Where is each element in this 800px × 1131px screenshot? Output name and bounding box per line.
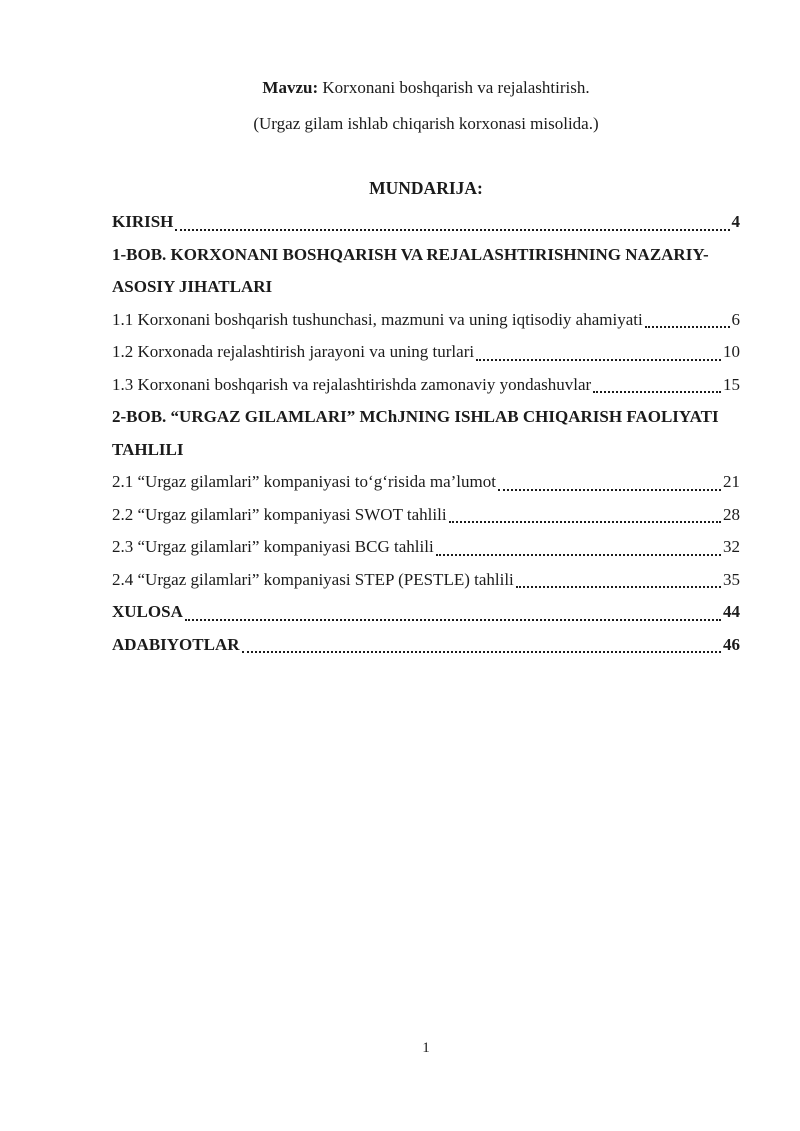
page-footer xyxy=(112,1038,740,1058)
toc-entry-label: 2.1 “Urgaz gilamlari” kompaniyasi to‘g‘risida ma’lumot xyxy=(112,472,496,491)
dotted-leader xyxy=(516,586,721,588)
toc-entry-page: 46 xyxy=(723,634,740,654)
table-of-contents xyxy=(0,206,800,661)
toc-entry-chapter-2 xyxy=(112,401,740,466)
toc-entry-1-2 xyxy=(112,336,740,369)
toc-entry-label: 2.3 “Urgaz gilamlari” kompaniyasi BCG tahlili xyxy=(112,537,434,556)
toc-entry-label: 1.3 Korxonani boshqarish va rejalashtirishda zamonaviy yondashuvlar xyxy=(112,374,592,394)
toc-entry-page: 32 xyxy=(723,537,740,556)
toc-entry-label: XULOSA xyxy=(112,602,183,621)
document-title xyxy=(112,70,740,106)
toc-entry-1-1 xyxy=(112,304,740,337)
toc-entry-label: 2-BOB. “URGAZ GILAMLARI” MChJNING ISHLAB CHIQARISH FAOLIYATI TAHLILI xyxy=(112,407,719,459)
toc-entry-label: 2.2 “Urgaz gilamlari” kompaniyasi SWOT tahlili xyxy=(112,504,447,524)
toc-entry-2-3 xyxy=(112,531,740,564)
dotted-leader xyxy=(175,229,729,231)
toc-entry-page: 6 xyxy=(731,309,740,329)
toc-entry-chapter-1 xyxy=(112,239,740,304)
dotted-leader xyxy=(593,391,721,393)
dotted-leader xyxy=(498,489,721,491)
toc-entry-label: KIRISH xyxy=(112,212,174,231)
dotted-leader xyxy=(645,326,730,328)
title-label: Mavzu: xyxy=(262,78,319,97)
toc-entry-label: ADABIYOTLAR xyxy=(112,634,240,654)
toc-entry-2-4 xyxy=(112,564,740,597)
dotted-leader xyxy=(449,521,721,523)
toc-entry-page: 28 xyxy=(723,504,740,524)
document-subtitle: (Urgaz gilam ishlab chiqarish korxonasi misolida.) xyxy=(253,114,599,133)
dotted-leader xyxy=(436,554,721,556)
footer-page-number: 1 xyxy=(422,1040,430,1056)
toc-entry-kirish xyxy=(112,206,740,239)
title-block xyxy=(0,0,800,142)
dotted-leader xyxy=(185,619,721,621)
toc-entry-page: 4 xyxy=(731,212,740,231)
title-text: Korxonani boshqarish va rejalashtirish. xyxy=(322,78,590,97)
toc-entry-page: 10 xyxy=(723,342,740,361)
toc-entry-page: 15 xyxy=(723,374,740,394)
toc-entry-2-2 xyxy=(112,499,740,532)
toc-entry-label: 1.2 Korxonada rejalashtirish jarayoni va uning turlari xyxy=(112,342,475,361)
toc-entry-label: 2.4 “Urgaz gilamlari” kompaniyasi STEP (PESTLE) tahlili xyxy=(112,569,514,589)
toc-entry-page: 35 xyxy=(723,569,740,589)
dotted-leader xyxy=(242,651,721,653)
toc-entry-page: 44 xyxy=(723,602,740,621)
toc-entry-label: 1.1 Korxonani boshqarish tushunchasi, mazmuni va uning iqtisodiy ahamiyati xyxy=(112,309,643,329)
toc-heading: MUNDARIJA: xyxy=(369,178,483,198)
toc-entry-1-3 xyxy=(112,369,740,402)
toc-entry-page: 21 xyxy=(723,472,740,491)
toc-entry-adabiyotlar xyxy=(112,629,740,662)
toc-entry-2-1 xyxy=(112,466,740,499)
toc-entry-xulosa xyxy=(112,596,740,629)
dotted-leader xyxy=(476,359,721,361)
toc-entry-label: 1-BOB. KORXONANI BOSHQARISH VA REJALASHTIRISHNING NAZARIY-ASOSIY JIHATLARI xyxy=(112,244,709,296)
